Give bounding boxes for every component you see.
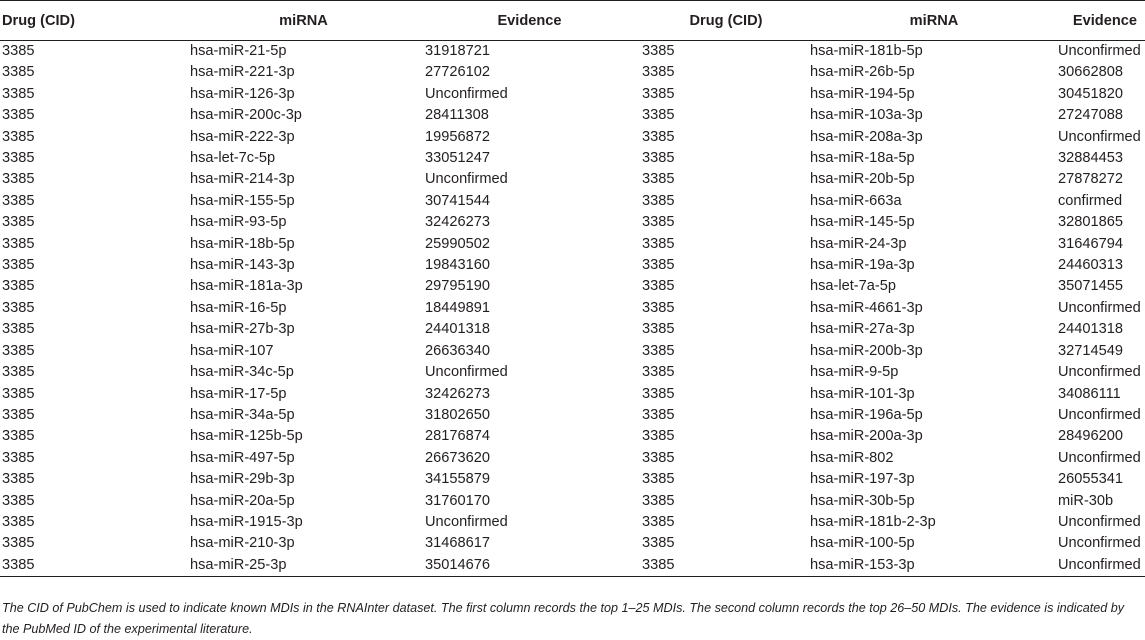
table-row <box>0 169 1145 190</box>
drug-cid-cell: 3385 <box>2 449 35 466</box>
drug-cid-cell: 3385 <box>2 513 35 530</box>
mirna-cell: hsa-miR-200a-3p <box>810 428 923 445</box>
evidence-cell: 26636340 <box>425 342 490 359</box>
mirna-cell: hsa-miR-101-3p <box>810 385 915 402</box>
mirna-cell: hsa-miR-143-3p <box>190 257 295 274</box>
mirna-cell: hsa-miR-125b-5p <box>190 428 303 445</box>
mirna-cell: hsa-miR-1915-3p <box>190 513 303 530</box>
mirna-cell: hsa-miR-20a-5p <box>190 492 295 509</box>
drug-cid-cell: 3385 <box>2 85 35 102</box>
table-row <box>0 448 1145 469</box>
evidence-cell: 30451820 <box>1058 85 1123 102</box>
mirna-cell: hsa-miR-221-3p <box>190 64 295 81</box>
mirna-cell: hsa-miR-181b-2-3p <box>810 513 936 530</box>
drug-cid-cell: 3385 <box>642 342 675 359</box>
evidence-cell: 18449891 <box>425 299 490 316</box>
header-evidence-2: Evidence <box>1058 1 1145 41</box>
mirna-cell: hsa-miR-107 <box>190 342 274 359</box>
drug-cid-cell: 3385 <box>642 85 675 102</box>
mirna-cell: hsa-miR-197-3p <box>810 471 915 488</box>
mirna-cell: hsa-miR-18b-5p <box>190 235 295 252</box>
mirna-cell: hsa-miR-497-5p <box>190 449 295 466</box>
evidence-cell: 27247088 <box>1058 107 1123 124</box>
evidence-cell: Unconfirmed <box>1058 406 1141 423</box>
table-row <box>0 491 1145 512</box>
drug-cid-cell: 3385 <box>2 43 35 59</box>
mirna-cell: hsa-miR-103a-3p <box>810 107 923 124</box>
evidence-cell: 27726102 <box>425 64 490 81</box>
drug-cid-cell: 3385 <box>2 128 35 145</box>
drug-cid-cell: 3385 <box>642 385 675 402</box>
mirna-cell: hsa-miR-27b-3p <box>190 321 295 338</box>
table-row <box>0 41 1145 63</box>
table-row <box>0 405 1145 426</box>
table-row <box>0 426 1145 447</box>
evidence-cell: 31802650 <box>425 406 490 423</box>
drug-cid-cell: 3385 <box>2 471 35 488</box>
table-row <box>0 469 1145 490</box>
drug-cid-cell: 3385 <box>642 64 675 81</box>
evidence-cell: 29795190 <box>425 278 490 295</box>
mirna-cell: hsa-miR-210-3p <box>190 535 295 552</box>
table-row <box>0 319 1145 340</box>
mirna-cell: hsa-let-7a-5p <box>810 278 896 295</box>
mirna-cell: hsa-miR-20b-5p <box>810 171 915 188</box>
mirna-cell: hsa-miR-145-5p <box>810 214 915 231</box>
mirna-cell: hsa-miR-222-3p <box>190 128 295 145</box>
evidence-cell: 35014676 <box>417 555 642 577</box>
table-header <box>0 1 1145 41</box>
drug-cid-cell: 3385 <box>642 406 675 423</box>
evidence-cell: miR-30b <box>1058 492 1114 509</box>
table-row <box>0 384 1145 405</box>
mirna-cell: hsa-miR-29b-3p <box>190 471 295 488</box>
evidence-cell: 24401318 <box>1058 321 1123 338</box>
evidence-cell: Unconfirmed <box>1058 513 1141 530</box>
drug-cid-cell: 3385 <box>642 171 675 188</box>
table-row <box>0 105 1145 126</box>
table-row <box>0 298 1145 319</box>
evidence-cell: Unconfirmed <box>1058 43 1141 59</box>
drug-cid-cell: 3385 <box>2 492 35 509</box>
evidence-cell: Unconfirmed <box>1058 449 1141 466</box>
evidence-cell: 27878272 <box>1058 171 1123 188</box>
table-row <box>0 62 1145 83</box>
evidence-cell: Unconfirmed <box>425 364 508 381</box>
mirna-cell: hsa-miR-21-5p <box>190 43 287 59</box>
evidence-cell: 28176874 <box>425 428 490 445</box>
header-row <box>0 1 1145 41</box>
mirna-cell: hsa-miR-27a-3p <box>810 321 915 338</box>
drug-cid-cell: 3385 <box>642 449 675 466</box>
mirna-cell: hsa-miR-200c-3p <box>190 107 302 124</box>
evidence-cell: 31646794 <box>1058 235 1123 252</box>
mirna-cell: hsa-miR-34a-5p <box>190 406 295 423</box>
mirna-cell: hsa-miR-17-5p <box>190 385 287 402</box>
drug-cid-cell: 3385 <box>642 471 675 488</box>
table-row <box>0 512 1145 533</box>
evidence-cell: Unconfirmed <box>425 171 508 188</box>
table-row <box>0 127 1145 148</box>
drug-cid-cell: 3385 <box>642 278 675 295</box>
drug-cid-cell: 3385 <box>642 192 675 209</box>
table-row <box>0 276 1145 297</box>
evidence-cell: 19956872 <box>425 128 490 145</box>
drug-cid-cell: 3385 <box>642 492 675 509</box>
evidence-cell: 33051247 <box>425 150 490 167</box>
mirna-cell: hsa-miR-214-3p <box>190 171 295 188</box>
table-row <box>0 234 1145 255</box>
drug-cid-cell: 3385 <box>642 555 810 577</box>
header-mirna-1: miRNA <box>190 1 417 41</box>
table-row <box>0 191 1145 212</box>
header-drug-cid-1: Drug (CID) <box>0 1 190 41</box>
evidence-cell: 31468617 <box>425 535 490 552</box>
mirna-cell: hsa-miR-663a <box>810 192 902 209</box>
mirna-cell: hsa-miR-181a-3p <box>190 278 303 295</box>
evidence-cell: 31760170 <box>425 492 490 509</box>
evidence-cell: 24460313 <box>1058 257 1123 274</box>
drug-cid-cell: 3385 <box>642 43 675 59</box>
table-body <box>0 41 1145 577</box>
table-row <box>0 362 1145 383</box>
evidence-cell: 32714549 <box>1058 342 1123 359</box>
drug-cid-cell: 3385 <box>2 150 35 167</box>
evidence-cell: Unconfirmed <box>1058 299 1141 316</box>
drug-cid-cell: 3385 <box>2 64 35 81</box>
drug-cid-cell: 3385 <box>2 428 35 445</box>
table-footnote: The CID of PubChem is used to indicate known MDIs in the RNAInter dataset. The first column records the top 1–25 MDIs. The second column records the top 26–50 MDIs. The evidence is indicated by the PubMed ID of the experimental literature. <box>2 601 1125 636</box>
evidence-cell: 32801865 <box>1058 214 1123 231</box>
drug-cid-cell: 3385 <box>642 214 675 231</box>
drug-cid-cell: 3385 <box>2 278 35 295</box>
drug-cid-cell: 3385 <box>2 321 35 338</box>
drug-cid-cell: 3385 <box>2 214 35 231</box>
drug-cid-cell: 3385 <box>2 299 35 316</box>
evidence-cell: Unconfirmed <box>1058 535 1141 552</box>
drug-cid-cell: 3385 <box>2 107 35 124</box>
mirna-cell: hsa-let-7c-5p <box>190 150 276 167</box>
mirna-cell: hsa-miR-802 <box>810 449 894 466</box>
mirna-cell: hsa-miR-153-3p <box>810 555 1058 577</box>
drug-cid-cell: 3385 <box>642 428 675 445</box>
mirna-cell: hsa-miR-16-5p <box>190 299 287 316</box>
evidence-cell: 28496200 <box>1058 428 1123 445</box>
drug-cid-cell: 3385 <box>2 192 35 209</box>
mirna-cell: hsa-miR-181b-5p <box>810 43 923 59</box>
evidence-cell: Unconfirmed <box>1058 555 1145 577</box>
mirna-cell: hsa-miR-100-5p <box>810 535 915 552</box>
evidence-cell: 24401318 <box>425 321 490 338</box>
evidence-cell: Unconfirmed <box>1058 364 1141 381</box>
mirna-cell: hsa-miR-30b-5p <box>810 492 915 509</box>
evidence-cell: 35071455 <box>1058 278 1123 295</box>
drug-cid-cell: 3385 <box>0 555 190 577</box>
table-row <box>0 341 1145 362</box>
table-row <box>0 555 1145 577</box>
drug-cid-cell: 3385 <box>642 150 675 167</box>
evidence-cell: 31918721 <box>425 43 490 59</box>
mirna-cell: hsa-miR-200b-3p <box>810 342 923 359</box>
mirna-cell: hsa-miR-18a-5p <box>810 150 915 167</box>
mirna-cell: hsa-miR-194-5p <box>810 85 915 102</box>
evidence-cell: 19843160 <box>425 257 490 274</box>
evidence-cell: Unconfirmed <box>425 513 508 530</box>
table-row <box>0 212 1145 233</box>
drug-cid-cell: 3385 <box>642 257 675 274</box>
drug-cid-cell: 3385 <box>2 364 35 381</box>
header-drug-cid-2: Drug (CID) <box>642 1 810 41</box>
mirna-cell: hsa-miR-24-3p <box>810 235 907 252</box>
drug-cid-cell: 3385 <box>642 513 675 530</box>
mirna-cell: hsa-miR-25-3p <box>190 555 417 577</box>
mirna-cell: hsa-miR-155-5p <box>190 192 295 209</box>
mirna-cell: hsa-miR-26b-5p <box>810 64 915 81</box>
drug-cid-cell: 3385 <box>2 257 35 274</box>
mirna-cell: hsa-miR-34c-5p <box>190 364 294 381</box>
drug-cid-cell: 3385 <box>2 342 35 359</box>
evidence-cell: 26055341 <box>1058 471 1123 488</box>
mirna-cell: hsa-miR-9-5p <box>810 364 899 381</box>
evidence-cell: 32426273 <box>425 385 490 402</box>
drug-cid-cell: 3385 <box>642 299 675 316</box>
evidence-cell: 30741544 <box>425 192 490 209</box>
table-row <box>0 255 1145 276</box>
drug-cid-cell: 3385 <box>642 128 675 145</box>
evidence-cell: 34086111 <box>1058 385 1121 402</box>
header-evidence-1: Evidence <box>417 1 642 41</box>
mirna-cell: hsa-miR-93-5p <box>190 214 287 231</box>
table-row <box>0 84 1145 105</box>
mirna-cell: hsa-miR-4661-3p <box>810 299 923 316</box>
mirna-cell: hsa-miR-126-3p <box>190 85 295 102</box>
evidence-cell: 34155879 <box>425 471 490 488</box>
drug-cid-cell: 3385 <box>642 321 675 338</box>
drug-cid-cell: 3385 <box>2 385 35 402</box>
evidence-cell: 32426273 <box>425 214 490 231</box>
mirna-cell: hsa-miR-208a-3p <box>810 128 923 145</box>
evidence-cell: 26673620 <box>425 449 490 466</box>
mirna-cell: hsa-miR-19a-3p <box>810 257 915 274</box>
drug-cid-cell: 3385 <box>2 235 35 252</box>
drug-cid-cell: 3385 <box>2 535 35 552</box>
evidence-cell: confirmed <box>1058 192 1123 209</box>
table-row <box>0 148 1145 169</box>
evidence-cell: 30662808 <box>1058 64 1123 81</box>
drug-cid-cell: 3385 <box>642 535 675 552</box>
drug-cid-cell: 3385 <box>642 235 675 252</box>
drug-cid-cell: 3385 <box>2 171 35 188</box>
drug-cid-cell: 3385 <box>2 406 35 423</box>
drug-cid-cell: 3385 <box>642 107 675 124</box>
evidence-cell: 28411308 <box>425 107 489 124</box>
evidence-cell: Unconfirmed <box>425 85 508 102</box>
evidence-cell: 25990502 <box>425 235 490 252</box>
table-row <box>0 533 1145 554</box>
evidence-cell: 32884453 <box>1058 150 1123 167</box>
drug-cid-cell: 3385 <box>642 364 675 381</box>
header-mirna-2: miRNA <box>810 1 1058 41</box>
evidence-cell: Unconfirmed <box>1058 128 1141 145</box>
mirna-cell: hsa-miR-196a-5p <box>810 406 923 423</box>
